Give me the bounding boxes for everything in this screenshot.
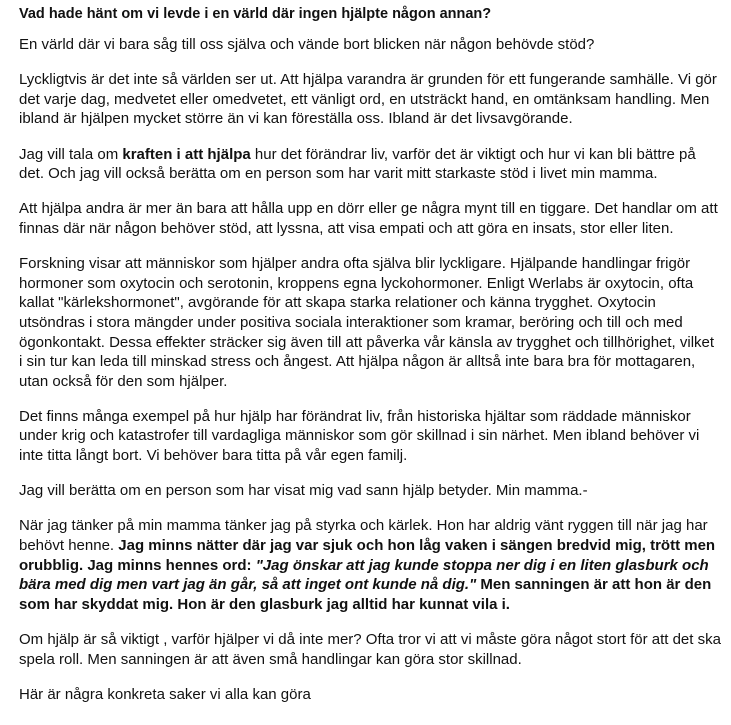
paragraph-3-text-start: Jag vill tala om: [19, 145, 123, 163]
paragraph-4: Att hjälpa andra är mer än bara att hålla upp en dörr eller ge några mynt till en tiggare. Det handlar om att finnas där när någon behöver stöd, att lyssna, att visa empati och att göra en insats, stor eller liten.: [19, 200, 718, 237]
paragraph-9: Om hjälp är så viktigt , varför hjälper vi då inte mer? Ofta tror vi att vi måste göra något stort för att det ska spela roll. Men sanningen är att även små handlingar kan göra stor skillnad.: [19, 631, 721, 668]
paragraph-8: [19, 516, 721, 614]
paragraph-8-text-start: När jag tänker på min mamma tänker jag på styrka och kärlek. Hon har aldrig vänt ryggen till när jag har behövt henne.: [19, 517, 708, 555]
paragraph-8-bold-end: Men sanningen är att hon är den som har skyddat mig. Hon är den glasburk jag alltid har kunnat vila i.: [19, 576, 712, 613]
paragraph-7: Jag vill berätta om en person som har visat mig vad sann hjälp betyder. Min mamma.-: [19, 482, 588, 500]
paragraph-3-text-end: hur det förändrar liv, varför det är viktigt och hur vi kan bli bättre på det. Och jag vill också berätta om en person som har varit mitt starkaste stöd i livet min mamma.: [19, 145, 696, 183]
document-title: Vad hade hänt om vi levde i en värld där ingen hjälpte någon annan?: [19, 6, 492, 22]
paragraph-8-quote-text: "Jag önskar att jag kunde stoppa ner dig i en liten glasburk och bära med dig men vart jag än går, så att inget ont kunde nå dig.": [19, 556, 709, 594]
paragraph-10: Här är några konkreta saker vi alla kan göra: [19, 685, 311, 703]
paragraph-3-bold-phrase: kraften i att hjälpa: [122, 145, 251, 163]
paragraph-2: Lyckligtvis är det inte så världen ser ut. Att hjälpa varandra är grunden för ett fungerande samhälle. Vi gör det varje dag, medvetet eller omedvetet, ett vänligt ord, en utsträckt hand, en omtänksam handling. Men ibland är hjälpen mycket större än vi kan föreställa oss. Ibland är det livsavgörande.: [19, 71, 717, 128]
paragraph-1: En värld där vi bara såg till oss själva och vände bort blicken när någon behövde stöd?: [19, 36, 595, 53]
paragraph-5: Forskning visar att människor som hjälper andra ofta själva blir lyckligare. Hjälpande handlingar frigör hormoner som oxytocin och serotonin, kroppens egna lyckohormoner. Enligt Werlabs är oxytocin, ofta kallat "kärlekshormonet", avgörande för att skapa starka relationer och känna trygghet. Oxytocin utsöndras i stora mängder under positiva sociala interaktioner som kramar, beröring och till och med ögonkontakt. Dessa effekter sträcker sig även till att påverka vår känsla av trygghet och tillhörighet, vilket i sin tur kan leda till minskad stress och ångest. Att hjälpa någon är alltså inte bara bra för mottagaren, utan också för den som hjälper.: [19, 255, 715, 390]
paragraph-6: Det finns många exempel på hur hjälp har förändrat liv, från historiska hjältar som räddade människor under krig och katastrofer till vardagliga människor som gör skillnad i sin närhet. Men ibland behöver vi inte titta långt bort. Vi behöver bara titta på vår egen familj.: [19, 407, 700, 465]
paragraph-8-bold-memory: Jag minns nätter där jag var sjuk och hon låg vaken i sängen bredvid mig, trött men orubblig. Jag minns hennes ord:: [19, 537, 716, 574]
paragraph-3: [19, 145, 721, 184]
